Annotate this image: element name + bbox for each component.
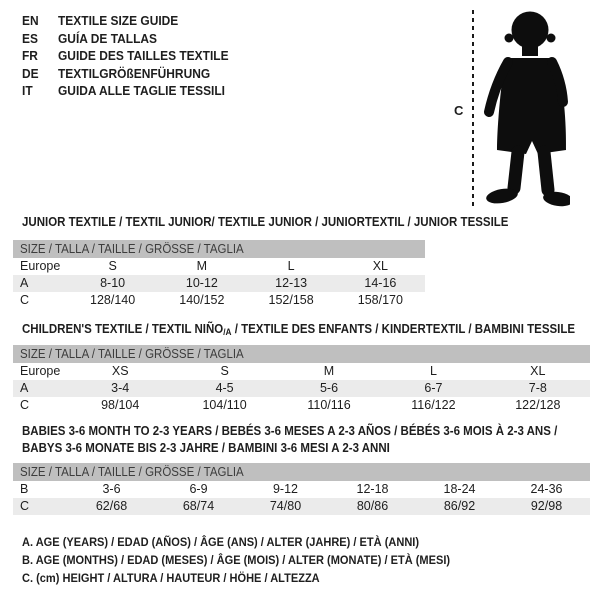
language-row bbox=[22, 47, 243, 65]
table-cell: 104/110 bbox=[202, 398, 247, 412]
table-cell: 5-6 bbox=[319, 381, 339, 395]
table-cell: 8-10 bbox=[100, 276, 126, 290]
babies-size-table bbox=[13, 463, 590, 515]
measurement-legend bbox=[22, 533, 487, 587]
language-row bbox=[22, 65, 243, 83]
table-cell: 62/68 bbox=[95, 499, 128, 513]
table-cell: 9-12 bbox=[272, 482, 299, 496]
legend-line-c: C. (cm) HEIGHT / ALTURA / HAUTEUR / HÖHE / ALTEZZA bbox=[22, 571, 320, 585]
language-code: EN bbox=[22, 13, 39, 28]
language-code: ES bbox=[22, 30, 38, 46]
table-row bbox=[13, 363, 590, 380]
table-row bbox=[13, 275, 425, 292]
language-code: IT bbox=[22, 83, 33, 98]
size-header-bar: SIZE / TALLA / TAILLE / GRÖSSE / TAGLIA bbox=[13, 463, 590, 481]
table-cell: XS bbox=[111, 364, 129, 378]
table-cell: L bbox=[429, 364, 437, 378]
row-label: A bbox=[20, 381, 29, 395]
table-cell: 6-7 bbox=[424, 381, 443, 395]
legend-line-a: A. AGE (YEARS) / EDAD (AÑOS) / ÂGE (ANS) / ALTER (JAHRE) / ETÀ (ANNI) bbox=[22, 535, 420, 549]
language-code: FR bbox=[22, 48, 38, 63]
table-cell: 152/158 bbox=[268, 293, 314, 307]
row-label: Europe bbox=[20, 259, 61, 273]
row-label: C bbox=[20, 499, 30, 513]
table-cell: 10-12 bbox=[185, 276, 218, 290]
table-cell: 80/86 bbox=[356, 499, 389, 513]
table-cell: 24-36 bbox=[530, 482, 563, 496]
table-cell: 110/116 bbox=[307, 398, 351, 412]
table-cell: 3-4 bbox=[111, 381, 130, 395]
babies-section-heading: BABIES 3-6 MONTH TO 2-3 YEARS / BEBÉS 3-6 MESES A 2-3 AÑOS / BÉBÉS 3-6 MOIS À 2-3 ANS / BABYS 3-6 MONATE BIS 2-3 JAHRE / BAMBINI 3-6 MESI A 2-3 ANNI bbox=[22, 424, 558, 455]
table-cell: 6-9 bbox=[189, 482, 208, 496]
baby-silhouette-icon bbox=[478, 2, 570, 210]
table-cell: XL bbox=[372, 259, 389, 273]
language-code: DE bbox=[22, 65, 39, 81]
table-cell: 3-6 bbox=[102, 482, 121, 496]
guide-title: TEXTILE SIZE GUIDE bbox=[58, 13, 179, 28]
guide-title: GUÍA DE TALLAS bbox=[58, 30, 158, 46]
children-size-table bbox=[13, 345, 590, 414]
legend-line-b: B. AGE (MONTHS) / EDAD (MESES) / ÂGE (MOIS) / ALTER (MONATE) / ETÀ (MESI) bbox=[22, 553, 451, 567]
language-title-list bbox=[22, 12, 243, 100]
language-row bbox=[22, 82, 243, 100]
table-cell: 158/170 bbox=[357, 293, 403, 307]
table-cell: 122/128 bbox=[515, 398, 561, 412]
junior-section-heading: JUNIOR TEXTILE / TEXTIL JUNIOR/ TEXTILE JUNIOR / JUNIORTEXTIL / JUNIOR TESSILE bbox=[22, 215, 509, 229]
table-cell: 7-8 bbox=[528, 381, 547, 395]
height-label-c: C bbox=[454, 103, 464, 118]
table-cell: 12-13 bbox=[275, 276, 308, 290]
guide-title: GUIDA ALLE TAGLIE TESSILI bbox=[58, 83, 226, 98]
table-cell: S bbox=[220, 364, 229, 378]
table-row bbox=[13, 498, 590, 515]
table-cell: S bbox=[108, 259, 117, 273]
table-row bbox=[13, 397, 590, 414]
table-cell: M bbox=[196, 259, 208, 273]
table-cell: 4-5 bbox=[215, 381, 234, 395]
row-label: Europe bbox=[20, 364, 61, 378]
guide-title: GUIDE DES TAILLES TEXTILE bbox=[58, 48, 229, 63]
size-header-bar: SIZE / TALLA / TAILLE / GRÖSSE / TAGLIA bbox=[13, 345, 590, 363]
language-row bbox=[22, 30, 243, 48]
table-cell: 12-18 bbox=[356, 482, 389, 496]
table-cell: 14-16 bbox=[364, 276, 397, 290]
table-cell: 86/92 bbox=[443, 499, 476, 513]
table-cell: 68/74 bbox=[182, 499, 215, 513]
table-cell: 140/152 bbox=[179, 293, 225, 307]
table-row bbox=[13, 292, 425, 309]
table-cell: 128/140 bbox=[90, 293, 136, 307]
row-label: B bbox=[20, 482, 29, 496]
size-header-bar: SIZE / TALLA / TAILLE / GRÖSSE / TAGLIA bbox=[13, 240, 425, 258]
table-row bbox=[13, 380, 590, 397]
table-cell: 74/80 bbox=[269, 499, 302, 513]
children-section-heading: CHILDREN'S TEXTILE / TEXTIL NIÑO/A / TEXTILE DES ENFANTS / KINDERTEXTIL / BAMBINI TESSILE bbox=[22, 322, 576, 337]
row-label: C bbox=[20, 398, 30, 412]
row-label: C bbox=[20, 293, 30, 307]
table-row bbox=[13, 481, 590, 498]
row-label: A bbox=[20, 276, 29, 290]
guide-title: TEXTILGRÖßENFÜHRUNG bbox=[58, 65, 211, 81]
junior-size-table bbox=[13, 240, 425, 309]
language-row bbox=[22, 12, 243, 30]
table-row bbox=[13, 258, 425, 275]
table-cell: M bbox=[323, 364, 335, 378]
table-cell: XL bbox=[530, 364, 546, 378]
table-cell: 92/98 bbox=[530, 499, 563, 513]
height-dashed-line bbox=[472, 10, 474, 207]
table-cell: 98/104 bbox=[101, 398, 140, 412]
table-cell: 18-24 bbox=[443, 482, 476, 496]
table-cell: 116/122 bbox=[411, 398, 456, 412]
table-cell: L bbox=[287, 259, 295, 273]
